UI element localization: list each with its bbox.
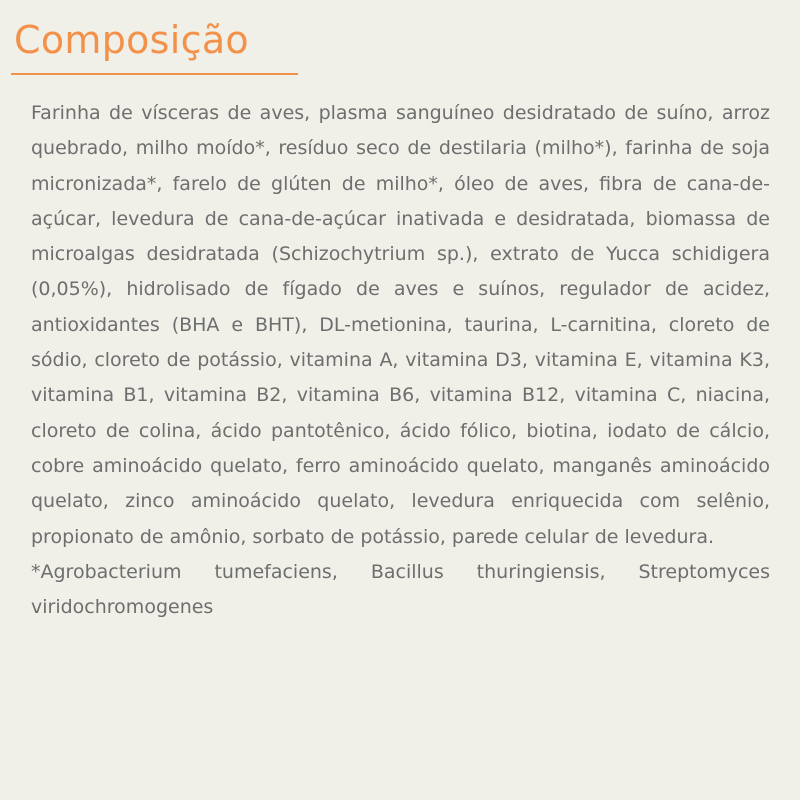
ingredients-list: Farinha de vísceras de aves, plasma sanguíneo desidratado de suíno, arroz quebrado, milho moído*, resíduo seco de destilaria (milho*), farinha de soja micronizada*, farelo de glúten de milho*, óleo de aves, fibra de cana-de-açúcar, levedura de cana-de-açúcar inativada e desidratada, biomassa de microalgas desidratada (Schizochytrium sp.), extrato de Yucca schidigera (0,05%), hidrolisado de fígado de aves e suínos, regulador de acidez, antioxidantes (BHA e BHT), DL-metionina, taurina, L-carnitina, cloreto de sódio, cloreto de potássio, vitamina A, vitamina D3, vitamina E, vitamina K3, vitamina B1, vitamina B2, vitamina B6, vitamina B12, vitamina C, niacina, cloreto de colina, ácido pantotênico, ácido fólico, biotina, iodato de cálcio, cobre aminoácido quelato, ferro aminoácido quelato, manganês aminoácido quelato, zinco aminoácido quelato, levedura enriquecida com selênio, propionato de amônio, sorbato de potássio, parede celular de levedura. <box>31 102 770 548</box>
gmo-footnote: *Agrobacterium tumefaciens, Bacillus thuringiensis, Streptomyces viridochromogenes <box>31 560 770 619</box>
title-underline <box>11 73 298 75</box>
composition-text <box>31 96 770 625</box>
page-title: Composição <box>14 18 249 62</box>
